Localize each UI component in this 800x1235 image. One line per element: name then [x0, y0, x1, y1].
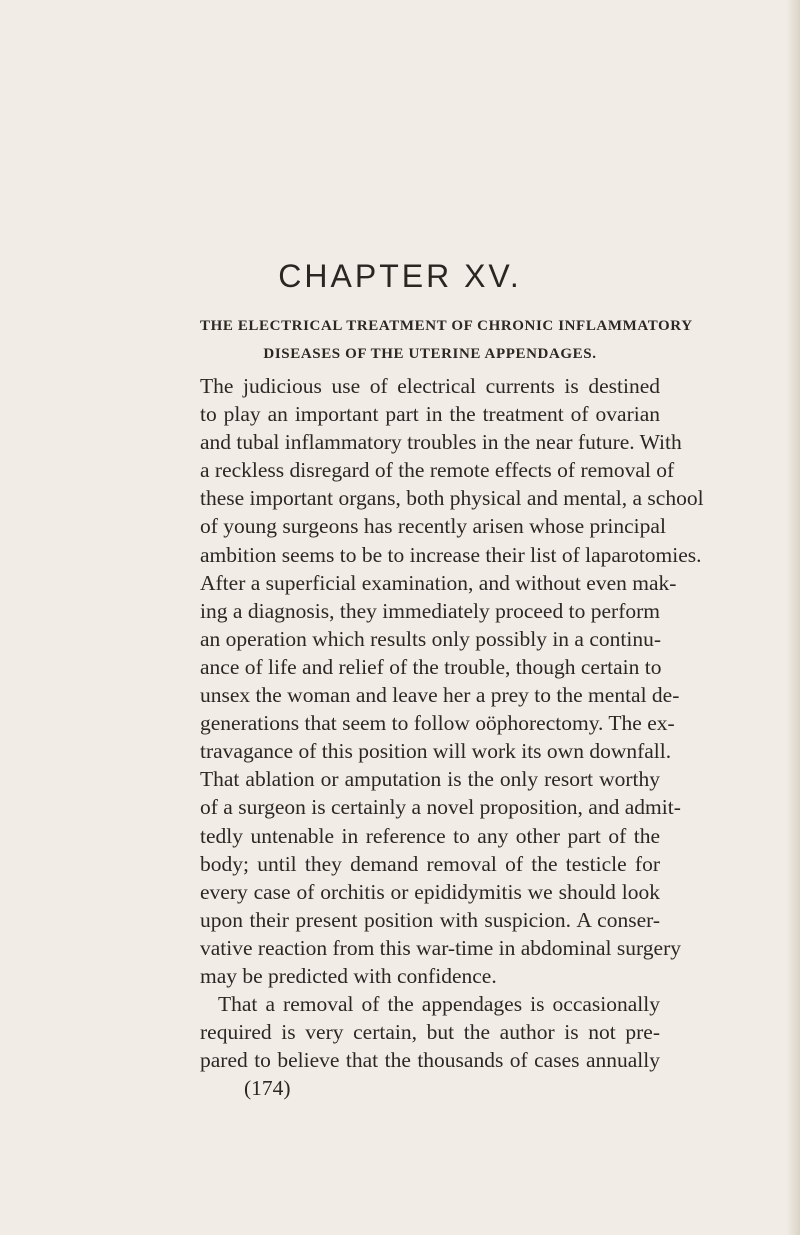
text-line: travagance of this position will work its own downfall. — [200, 739, 672, 764]
subtitle-line: THE ELECTRICAL TREATMENT OF CHRONIC INFLAMMATORY — [200, 318, 693, 334]
text-line: a reckless disregard of the remote effects of removal of — [200, 458, 675, 483]
text-line: these important organs, both physical and mental, a school — [200, 486, 704, 511]
subtitle-line: DISEASES OF THE UTERINE APPENDAGES. — [263, 346, 597, 362]
text-line: to play an important part in the treatment of ovarian — [200, 402, 660, 427]
text-line: upon their present position with suspicion. A conser- — [200, 907, 660, 932]
text-line: vative reaction from this war-time in abdominal surgery — [200, 935, 681, 960]
text-line: body; until they demand removal of the testicle for — [200, 851, 660, 876]
text-line: required is very certain, but the author is not pre- — [200, 1020, 660, 1045]
body-text — [200, 372, 704, 1102]
text-line: After a superficial examination, and without even mak- — [200, 570, 677, 595]
text-line: of young surgeons has recently arisen whose principal — [200, 514, 666, 539]
text-line: tedly untenable in reference to any other part of the — [200, 823, 660, 848]
chapter-heading: CHAPTER XV. — [278, 258, 522, 294]
text-line: ance of life and relief of the trouble, though certain to — [200, 654, 662, 679]
text-line: That a removal of the appendages is occasionally — [218, 992, 660, 1017]
text-line: may be predicted with confidence. — [200, 963, 497, 988]
text-line: That ablation or amputation is the only resort worthy — [200, 767, 660, 792]
text-line: ambition seems to be to increase their list of laparotomies. — [200, 542, 702, 567]
text-line: of a surgeon is certainly a novel proposition, and admit- — [200, 795, 681, 820]
text-line: unsex the woman and leave her a prey to the mental de- — [200, 683, 680, 708]
text-line: and tubal inflammatory troubles in the near future. With — [200, 430, 682, 455]
text-line: pared to believe that the thousands of cases annually — [200, 1048, 660, 1073]
text-line: an operation which results only possibly in a continu- — [200, 626, 661, 651]
text-line: every case of orchitis or epididymitis we should look — [200, 879, 660, 904]
text-line: ing a diagnosis, they immediately proceed to perform — [200, 598, 660, 623]
page-edge-shadow — [786, 0, 800, 1235]
text-line: generations that seem to follow oöphorectomy. The ex- — [200, 711, 675, 736]
text-line: The judicious use of electrical currents is destined — [200, 374, 660, 398]
page-number: (174) — [244, 1076, 291, 1101]
chapter-subtitle — [200, 312, 693, 368]
